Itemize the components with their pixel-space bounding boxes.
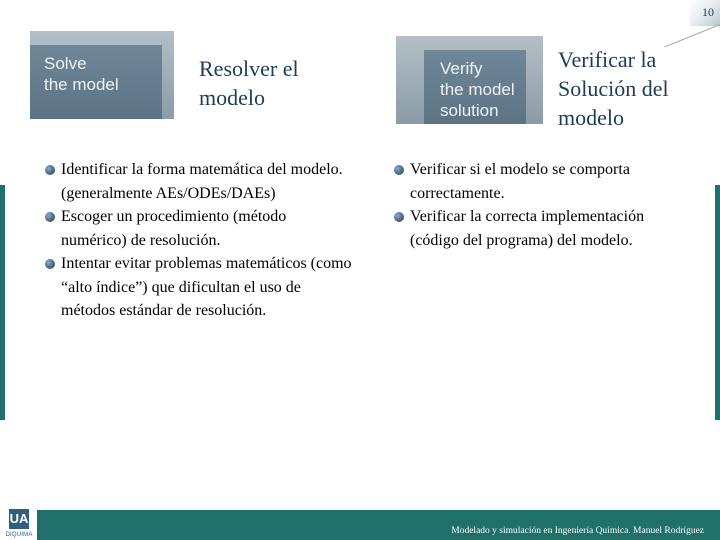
footer-text: Modelado y simulación en Ingeniería Química. Manuel Rodríguez (451, 526, 704, 536)
list-item-text: Verificar si el modelo se comporta correctamente. (410, 161, 630, 202)
logo-text: DIQUIMA (5, 532, 33, 538)
bullet-icon (394, 212, 404, 222)
list-item (45, 252, 355, 323)
bullet-icon (45, 212, 55, 222)
card-face (30, 45, 162, 119)
left-accent-bar (0, 185, 5, 420)
list-item (394, 158, 694, 205)
card-face (424, 50, 526, 124)
card-line: Verify (440, 59, 483, 78)
page-number: 10 (702, 5, 714, 19)
card-line: Solve (44, 54, 87, 73)
right-accent-bar (715, 185, 720, 420)
list-item (394, 205, 694, 252)
verify-solution-card (396, 36, 543, 124)
verify-bullet-list (394, 158, 694, 252)
solve-model-card (30, 31, 174, 119)
card-line: the model (44, 75, 119, 94)
bullet-icon (394, 165, 404, 175)
card-line: solution (440, 101, 499, 120)
corner-divider (664, 24, 720, 47)
list-item-text: Intentar evitar problemas matemáticos (como “alto índice”) que dificultan el uso de métodos estándar de resolución. (61, 255, 352, 319)
bullet-icon (45, 165, 55, 175)
university-logo (0, 507, 37, 540)
card-line: the model (440, 80, 515, 99)
logo-mark: UA (9, 509, 29, 529)
footer-bar (37, 510, 720, 540)
solve-heading: Resolver el modelo (199, 56, 299, 110)
verify-heading: Verificar la Solución del modelo (558, 47, 669, 130)
list-item-text: Identificar la forma matemática del modelo.(generalmente AEs/ODEs/DAEs) (61, 161, 343, 202)
list-item-text: Verificar la correcta implementación (código del programa) del modelo. (410, 208, 645, 249)
list-item (45, 205, 355, 252)
bullet-icon (45, 259, 55, 269)
solve-bullet-list (45, 158, 355, 323)
list-item-text: Escoger un procedimiento (método numérico) de resolución. (61, 208, 287, 249)
list-item (45, 158, 355, 205)
